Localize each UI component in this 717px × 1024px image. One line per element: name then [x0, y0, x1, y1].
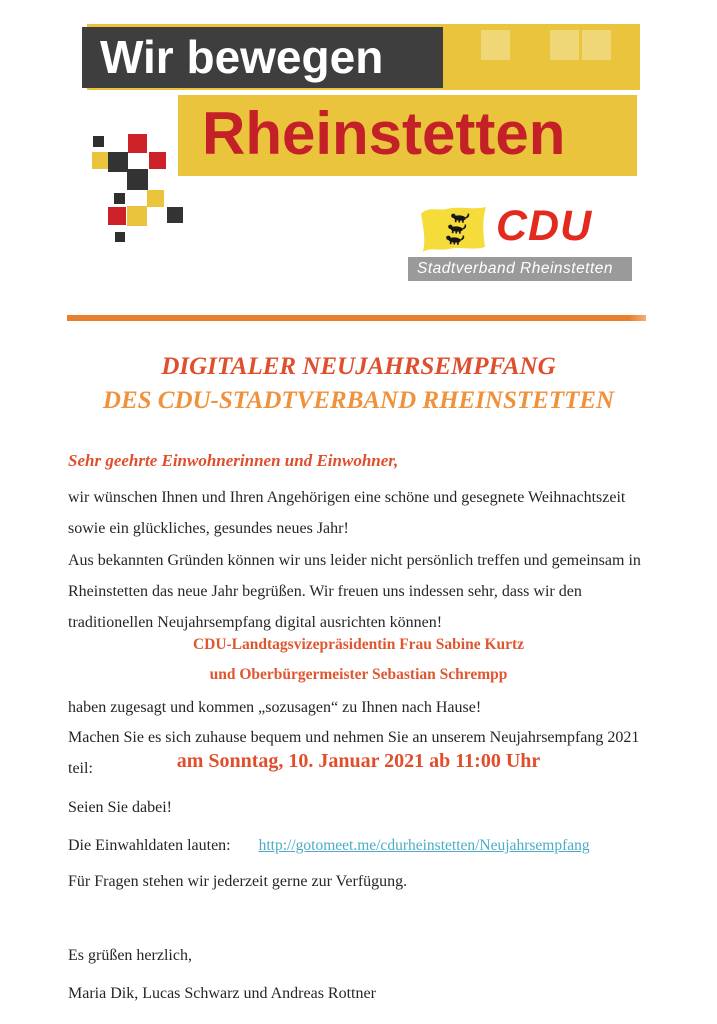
mosaic-square — [93, 136, 104, 147]
meeting-link[interactable]: http://gotomeet.me/cdurheinstetten/Neujahrsempfang — [258, 837, 590, 854]
paragraph-explanation: Aus bekannten Gründen können wir uns leider nicht persönlich treffen und gemeinsam in Rheinstetten das neue Jahr begrüßen. Wir freuen uns indessen sehr, dass wir den traditionellen Neujahrsempfang digital ausrichten können! — [68, 552, 641, 631]
decor-square — [481, 30, 510, 60]
city-banner — [178, 95, 637, 176]
title-line-2: DES CDU-STADTVERBAND RHEINSTETTEN — [102, 387, 615, 414]
guest-name-1: CDU-Landtagsvizepräsidentin Frau Sabine Kurtz — [192, 636, 525, 653]
join-line: Seien Sie dabei! — [68, 799, 172, 816]
cdu-suborg-text: Stadtverband Rheinstetten — [417, 260, 614, 277]
cdu-logo-text: CDU — [496, 202, 593, 250]
signatories-line: Maria Dik, Lucas Schwarz und Andreas Rottner — [68, 985, 376, 1002]
decor-square — [582, 30, 611, 60]
mosaic-square — [108, 152, 128, 172]
mosaic-square — [108, 207, 126, 225]
decor-square — [550, 30, 579, 60]
city-name: Rheinstetten — [202, 100, 566, 167]
title-line-1: DIGITALER NEUJAHRSEMPFANG — [161, 353, 556, 380]
dial-in-label: Die Einwahldaten lauten: — [68, 837, 231, 854]
dial-in-row — [68, 830, 649, 861]
tagline-banner — [82, 27, 443, 88]
mosaic-square — [149, 152, 166, 169]
mosaic-square — [128, 134, 147, 153]
paragraph-greeting: wir wünschen Ihnen und Ihren Angehörigen eine schöne und gesegnete Weihnachtszeit sowie ein glückliches, gesundes neues Jahr! — [68, 489, 626, 537]
page-title — [68, 350, 649, 418]
invite-line: Machen Sie es sich zuhause bequem und nehmen Sie an unserem Neujahrsempfang 2021 teil: — [68, 729, 640, 777]
guest-name-2: und Oberbürgermeister Sebastian Schrempp — [209, 666, 508, 683]
mosaic-square — [167, 207, 183, 223]
closing-line: Es grüßen herzlich, — [68, 947, 192, 964]
mosaic-square — [92, 152, 109, 169]
accepted-line: haben zugesagt und kommen „sozusagen“ zu Ihnen nach Hause! — [68, 699, 482, 716]
event-date: am Sonntag, 10. Januar 2021 ab 11:00 Uhr — [176, 750, 541, 772]
salutation: Sehr geehrte Einwohnerinnen und Einwohner, — [68, 451, 399, 470]
mosaic-square — [127, 206, 147, 226]
mosaic-square — [127, 169, 148, 190]
orange-divider-rule — [67, 315, 646, 321]
questions-line: Für Fragen stehen wir jederzeit gerne zur Verfügung. — [68, 873, 408, 890]
mosaic-square — [115, 232, 125, 242]
mosaic-square — [147, 190, 164, 207]
bw-flag-icon — [418, 204, 488, 256]
cdu-suborg-bar — [408, 257, 632, 281]
mosaic-square — [114, 193, 125, 204]
tagline-text: Wir bewegen — [100, 31, 384, 83]
